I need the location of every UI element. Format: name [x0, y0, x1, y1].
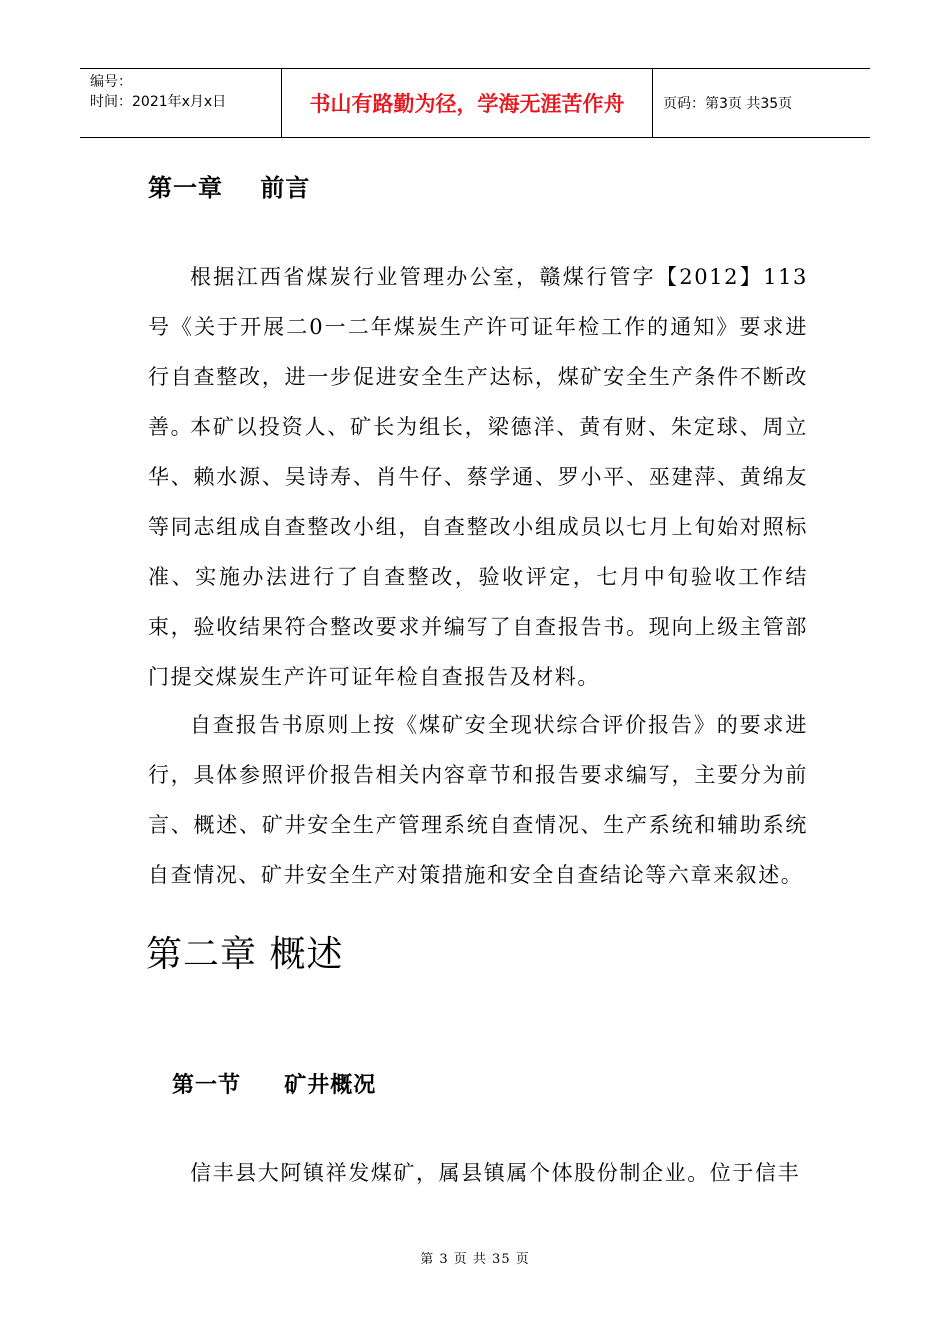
section1-heading: 第一节 矿井概况 [172, 1073, 377, 1098]
chapter2-heading: 第二章 概述 [146, 934, 344, 975]
page-header [80, 68, 870, 138]
page-footer: 第 3 页 共 35 页 [420, 1252, 530, 1267]
header-motto: 书山有路勤为径，学海无涯苦作舟 [282, 69, 653, 137]
number-label: 编号： [90, 74, 132, 90]
header-page-info: 页码：第3页 共35页 [663, 96, 793, 112]
chapter1-paragraph-3: 自查报告书原则上按《煤矿安全现状综合评价报告》的要求进行，具体参照评价报告相关内容章节和报告要求编写，主要分为前言、概述、矿井安全生产管理系统自查情况、生产系统和辅助系统自查情况、矿井安全生产对策措施和安全自查结论等六章来叙述。 [148, 713, 808, 887]
chapter1-paragraph-2: 本矿以投资人、矿长为组长，梁德洋、黄有财、朱定球、周立华、赖水源、吴诗寿、肖牛仔、蔡学通、罗小平、巫建萍、黄绵友等同志组成自查整改小组，自查整改小组成员以七月上旬始对照标准、实施办法进行了自查整改，验收评定，七月中旬验收工作结束，验收结果符合整改要求并编写了自查报告书。现向上级主管部门提交煤炭生产许可证年检自查报告及材料。 [148, 415, 808, 689]
date-label: 时间：2021年x月x日 [90, 94, 227, 110]
header-meta [80, 69, 282, 137]
chapter1-heading: 第一章 前言 [148, 174, 311, 202]
section1-paragraph: 信丰县大阿镇祥发煤矿，属县镇属个体股份制企业。位于信丰 [190, 1161, 801, 1185]
chapter1-paragraph-1: 根据江西省煤炭行业管理办公室，赣煤行管字【2012】113号《关于开展二0一二年煤炭生产许可证年检工作的通知》要求进行自查整改，进一步促进安全生产达标，煤矿安全生产条件不断改善。 [148, 265, 808, 439]
